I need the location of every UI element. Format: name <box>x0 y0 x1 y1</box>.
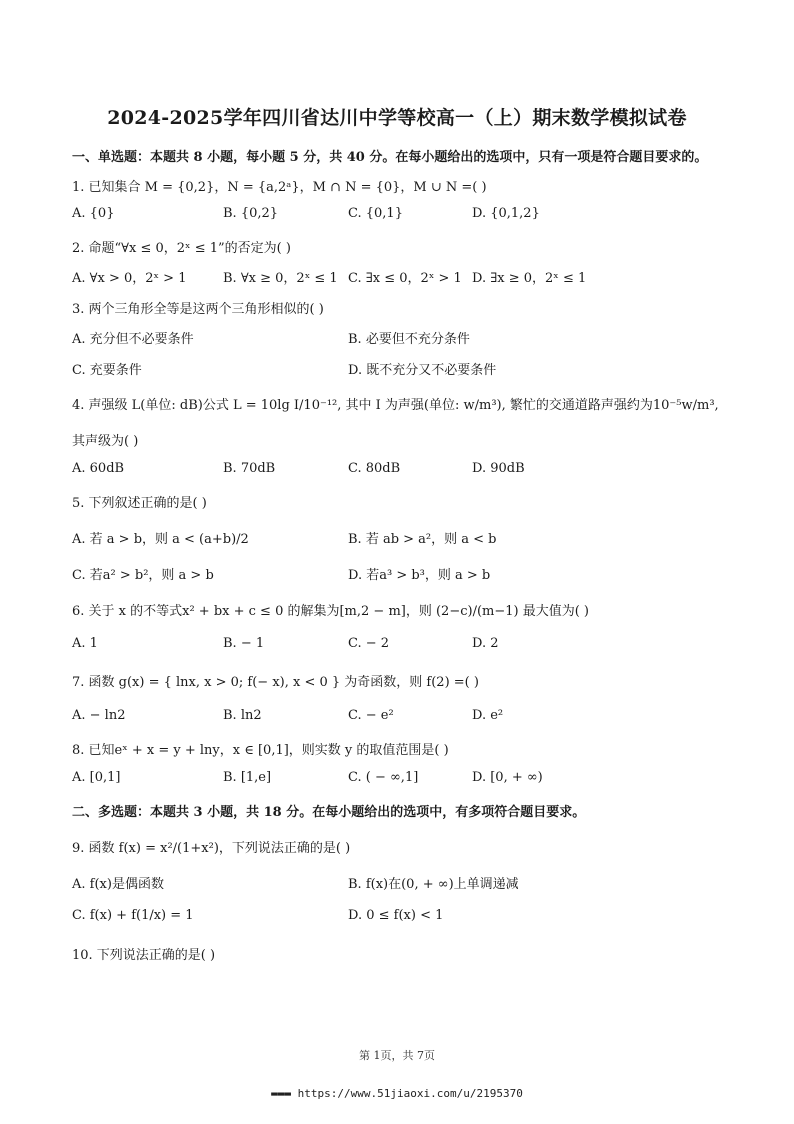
option-a: A. ∀x > 0，2ˣ > 1 <box>72 271 187 286</box>
question-1-options <box>72 206 732 224</box>
option-d: D. 0 ≤ f(x) < 1 <box>348 908 444 923</box>
page-number: 第 1页，共 7页 <box>359 1049 435 1062</box>
option-b: B. 若 ab > a²，则 a < b <box>348 532 497 547</box>
question-2: 2. 命题“∀x ≤ 0，2ˣ ≤ 1”的否定为( ) <box>72 241 291 256</box>
question-2-options <box>72 267 732 285</box>
option-b: B. ln2 <box>223 708 262 723</box>
option-c: C. 若a² > b²，则 a > b <box>72 568 214 583</box>
question-10: 10. 下列说法正确的是( ) <box>72 948 216 963</box>
option-b: B. 70dB <box>223 461 276 476</box>
option-a: A. − ln2 <box>72 708 126 723</box>
option-b: B. − 1 <box>223 636 265 651</box>
question-4: 4. 声强级 L(单位: dB)公式 L = 10lg I/10⁻¹², 其中 I 为声强(单位: w/m³), 繁忙的交通道路声强约为10⁻⁵w/m³, <box>72 398 719 413</box>
option-a: A. f(x)是偶函数 <box>72 877 164 892</box>
option-d: D. 既不充分又不必要条件 <box>348 363 497 378</box>
option-d: D. ∃x ≥ 0，2ˣ ≤ 1 <box>472 271 587 286</box>
question-3-options-row-1 <box>72 328 732 346</box>
option-c: C. ∃x ≤ 0，2ˣ > 1 <box>348 271 462 286</box>
question-9: 9. 函数 f(x) = x²/(1+x²)，下列说法正确的是( ) <box>72 841 351 856</box>
option-a: A. [0,1] <box>72 770 121 785</box>
option-b: B. 必要但不充分条件 <box>348 332 470 347</box>
question-6: 6. 关于 x 的不等式x² + bx + c ≤ 0 的解集为[m,2 − m]，则 (2−c)/(m−1) 最大值为( ) <box>72 604 589 619</box>
option-b: B. [1,e] <box>223 770 272 785</box>
section-heading-multiple-choice: 二、多选题：本题共 3 小题，共 18 分。在每小题给出的选项中，有多项符合题目要求。 <box>72 805 586 820</box>
option-c: C. f(x) + f(1/x) = 1 <box>72 908 194 923</box>
question-3: 3. 两个三角形全等是这两个三角形相似的( ) <box>72 302 324 317</box>
page-title: 2024-2025学年四川省达川中学等校高一（上）期末数学模拟试卷 <box>107 107 687 129</box>
option-d: D. 90dB <box>472 461 525 476</box>
question-9-options-row-1 <box>72 873 732 891</box>
option-d: D. 若a³ > b³，则 a > b <box>348 568 491 583</box>
section-heading-single-choice: 一、单选题：本题共 8 小题，每小题 5 分，共 40 分。在每小题给出的选项中，只有一项是符合题目要求的。 <box>72 150 708 165</box>
question-8-options <box>72 770 732 788</box>
option-c: C. − e² <box>348 708 394 723</box>
question-6-options <box>72 636 732 654</box>
question-8: 8. 已知eˣ + x = y + lny，x ∈ [0,1]，则实数 y 的取值范围是( ) <box>72 743 449 758</box>
option-c: C. 80dB <box>348 461 401 476</box>
question-7: 7. 函数 g(x) = { lnx, x > 0; f(− x), x < 0 } 为奇函数，则 f(2) =( ) <box>72 675 479 690</box>
option-c: C. {0,1} <box>348 206 403 221</box>
option-b: B. {0,2} <box>223 206 279 221</box>
question-5-options-row-2 <box>72 564 732 582</box>
option-b: B. f(x)在(0, + ∞)上单调递减 <box>348 877 519 892</box>
question-9-options-row-2 <box>72 908 732 926</box>
question-4-options <box>72 461 732 479</box>
option-a: A. 若 a > b，则 a < (a+b)/2 <box>72 532 249 547</box>
question-5: 5. 下列叙述正确的是( ) <box>72 496 207 511</box>
question-5-options-row-1 <box>72 528 732 546</box>
option-c: C. − 2 <box>348 636 390 651</box>
question-3-options-row-2 <box>72 359 732 377</box>
option-d: D. 2 <box>472 636 499 651</box>
option-c: C. 充要条件 <box>72 363 142 378</box>
option-c: C. ( − ∞,1] <box>348 770 419 785</box>
option-a: A. 充分但不必要条件 <box>72 332 194 347</box>
question-4-continued: 其声级为( ) <box>72 434 139 449</box>
option-a: A. 1 <box>72 636 98 651</box>
option-b: B. ∀x ≥ 0，2ˣ ≤ 1 <box>223 271 338 286</box>
question-7-options <box>72 708 732 726</box>
option-a: A. {0} <box>72 206 115 221</box>
option-a: A. 60dB <box>72 461 125 476</box>
option-d: D. {0,1,2} <box>472 206 540 221</box>
option-d: D. e² <box>472 708 504 723</box>
watermark-url: ▬▬▬ https://www.51jiaoxi.com/u/2195370 <box>271 1087 523 1100</box>
option-d: D. [0, + ∞) <box>472 770 543 785</box>
question-1: 1. 已知集合 M = {0,2}，N = {a,2ᵃ}，M ∩ N = {0}，M ∪ N =( ) <box>72 180 487 195</box>
